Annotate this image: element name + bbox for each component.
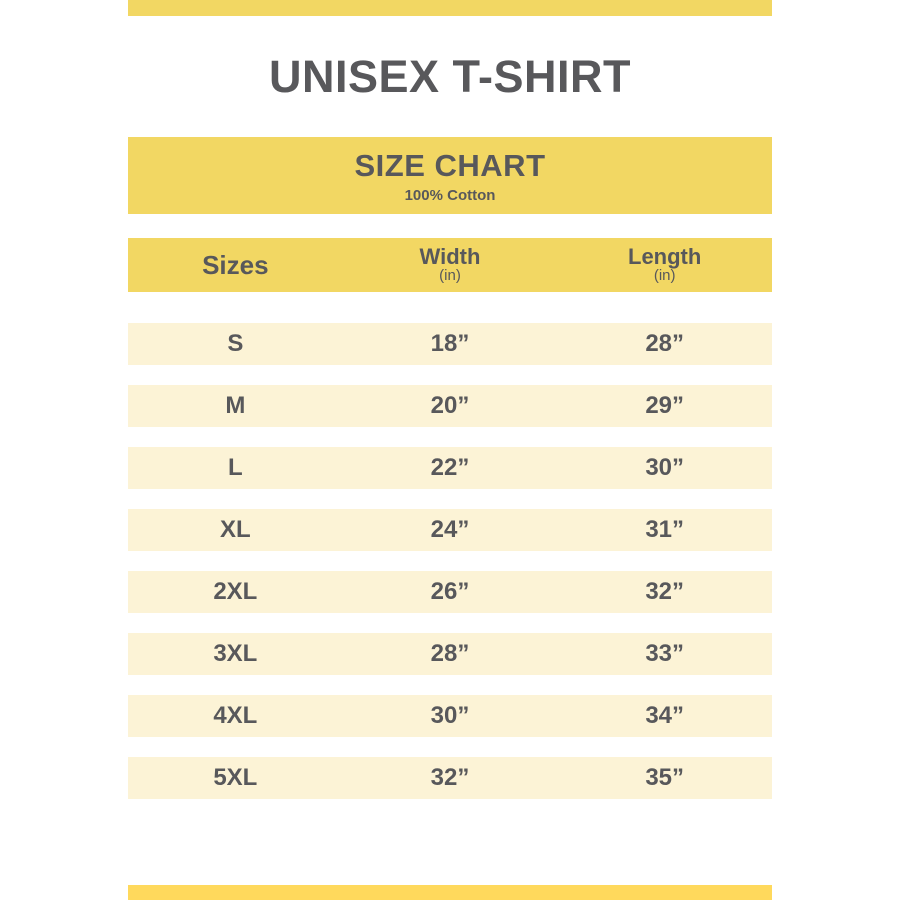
size-cell: L [227, 454, 243, 481]
width-cell: 18” [430, 330, 470, 357]
length-cell: 29” [645, 392, 685, 419]
size-chart-page [128, 0, 772, 799]
width-cell: 26” [430, 578, 470, 605]
table-row [128, 571, 772, 613]
table-row [128, 695, 772, 737]
column-header-sizes: Sizes [202, 249, 269, 280]
size-cell: 4XL [213, 702, 258, 729]
page-title: UNISEX T-SHIRT [268, 50, 632, 102]
length-cell: 31” [645, 516, 685, 543]
width-cell: 24” [430, 516, 470, 543]
table-row [128, 323, 772, 365]
length-cell: 32” [645, 578, 685, 605]
length-cell: 30” [645, 454, 685, 481]
column-header-length [557, 245, 772, 285]
banner-subheading: 100% Cotton [404, 186, 496, 204]
size-cell: 5XL [213, 764, 258, 791]
size-cell: 2XL [213, 578, 258, 605]
spacer [128, 214, 772, 238]
width-cell: 32” [430, 764, 470, 791]
table-header-row [128, 238, 772, 292]
banner-heading: SIZE CHART [354, 147, 546, 183]
bottom-accent-bar [128, 885, 772, 900]
width-cell: 30” [430, 702, 470, 729]
table-row [128, 447, 772, 489]
size-cell: S [227, 330, 244, 357]
length-cell: 33” [645, 640, 685, 667]
column-header-width [343, 245, 558, 285]
length-cell: 34” [645, 702, 685, 729]
spacer [128, 292, 772, 323]
size-cell: M [225, 392, 246, 419]
top-accent-bar [128, 0, 772, 16]
table-row [128, 633, 772, 675]
length-cell: 28” [645, 330, 685, 357]
width-cell: 22” [430, 454, 470, 481]
size-cell: XL [219, 516, 251, 543]
size-table-body [128, 323, 772, 799]
table-row [128, 509, 772, 551]
column-header-length-unit: (in) [653, 267, 676, 285]
title-section [128, 16, 772, 137]
table-row [128, 757, 772, 799]
length-cell: 35” [645, 764, 685, 791]
size-chart-banner [128, 137, 772, 214]
column-header-width-unit: (in) [439, 267, 461, 285]
size-cell: 3XL [213, 640, 258, 667]
column-header-width-label: Width [419, 244, 481, 270]
table-row [128, 385, 772, 427]
width-cell: 20” [430, 392, 470, 419]
column-header-length-label: Length [628, 244, 702, 270]
width-cell: 28” [430, 640, 470, 667]
